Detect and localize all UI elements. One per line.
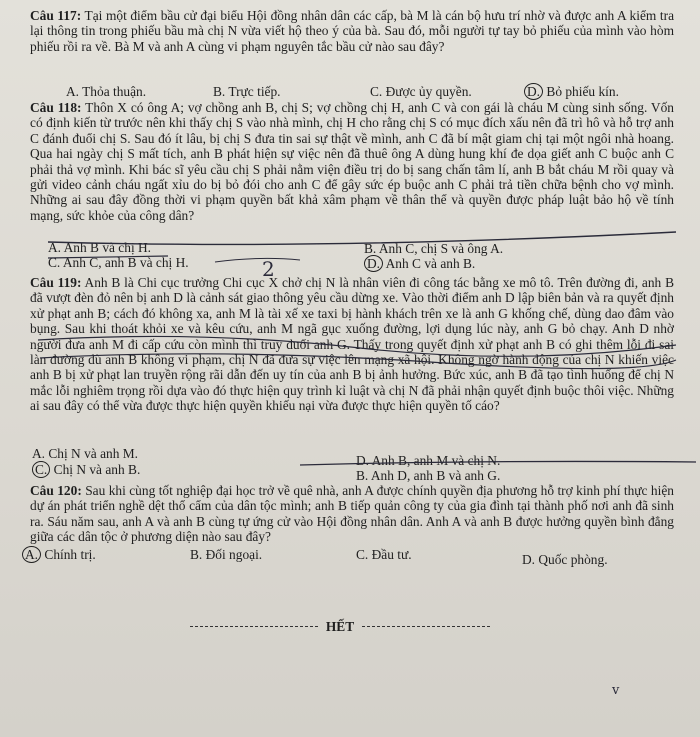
handwritten-page-mark: v <box>612 683 620 698</box>
question-text: Thôn X có ông A; vợ chồng anh B, chị S; vợ chồng chị H, anh C và con gái là cháu M cùng sinh sống. Vốn có định kiến từ trước nên khi thấy chị S vào nhà mình, chị H cho rằng chị S có mục đích xấu nên đã trì hô và hỗ trợ anh C đánh đuổi chị S. Sau đó ít lâu, bị chị S đưa tin sai sự thật về mình, anh C đã bí mật giam chị tại một ngôi nhà hoang. Qua hai ngày chị S mất tích, anh B phát hiện sự việc nên đã thuê ông A dùng hung khí đe dọa giết anh C buộc anh C phải thả vợ mình. Khi bác sĩ yêu cầu chị S phải nằm viện điều trị do bị sang chấn tâm lí, anh B bắt cháu M rồi quay và gửi video cảnh cháu ngất xỉu do bị bỏ đói cho anh C để gây sức ép buộc anh C phải trả tiền chữa bệnh cho vợ mình. Những ai sau đây đồng thời vi phạm quyền bất khả xâm phạm về thân thể và quyền được pháp luật bảo hộ về tính mạng, sức khỏe của công dân? <box>30 100 674 223</box>
option-b[interactable]: D. Anh B, anh M và chị N. <box>356 453 501 468</box>
option-c[interactable]: C. Được ủy quyền. <box>370 84 472 99</box>
question-number: Câu 117: <box>30 8 82 23</box>
question-text: Anh B là Chi cục trưởng Chi cục X chở chị N là nhân viên đi công tác bằng xe mô tô. Trên đường đi, anh B đã vượt đèn đỏ nên bị anh D là cảnh sát giao thông yêu cầu dừng xe. Vào thời điểm anh D lập biên bản và ra quyết định xử phạt anh B; cách đó không xa, anh M là tài xế xe taxi bị hành khách trên xe là anh G khống chế, dùng dao đâm vào bụng. Sau khi thoát khỏi xe và kêu cứu, anh M ngã gục xuống đường, lợi dụng lúc này, anh G bỏ chạy. Anh D nhờ người đưa anh M đi cấp cứu còn mình thì truy đuổi anh G. Thấy trong quyết định xử phạt anh B có ghi thêm lỗi đi sai làn đường dù anh B không vi phạm, chị N đã đưa sự việc lên mạng xã hội. Không ngờ hành động của chị N khiến việc anh B bị xử phạt lan truyền rộng rãi dẫn đến uy tín của anh B bị ảnh hưởng. Bức xúc, anh B đã tạo tình huống để chị N mắc lỗi nghiêm trọng rồi dựa vào đó thực hiện quy trình kỉ luật và chị N đã phải nhận quyết định buộc thôi việc. Những ai sau đây có thể vừa được thực hiện quyền khiếu nại vừa được thực hiện quyền tố cáo? <box>30 275 675 414</box>
question-text: Sau khi cùng tốt nghiệp đại học trở về quê nhà, anh A được chính quyền địa phương hỗ trợ kinh phí thực hiện dự án phát triển nghề dệt thổ cẩm của dân tộc mình; anh B tiếp quản công ty của gia đình tại thành phố nơi anh đã sinh ra. Sáu năm sau, anh A và anh B cùng tự ứng cử vào Hội đồng nhân dân. Anh A và anh B được hưởng quyền bình đẳng giữa các dân tộc ở phương diện nào sau đây? <box>30 483 674 545</box>
option-a[interactable] <box>22 547 96 562</box>
selected-answer-circle: D. <box>524 83 543 100</box>
option-c[interactable] <box>32 462 140 477</box>
option-d[interactable]: D. Quốc phòng. <box>522 552 608 567</box>
question-120 <box>30 483 674 545</box>
options-117 <box>30 84 674 100</box>
option-a[interactable]: A. Chị N và anh M. <box>32 446 139 461</box>
options-119 <box>30 446 674 483</box>
question-text: Tại một điểm bầu cử đại biểu Hội đồng nhân dân các cấp, bà M là cán bộ hưu trí nhờ và được anh A kiểm tra lại thông tin trong phiếu bầu mà chị N vừa viết hộ theo ý của bà. Sau đó, mỗi người tự tay bỏ phiếu của mình vào hòm phiếu rồi ra về. Bà M và anh A cùng vi phạm nguyên tắc bầu cử nào sau đây? <box>30 8 675 54</box>
question-118 <box>30 100 674 240</box>
option-a-text: Chính trị. <box>44 547 96 562</box>
option-d[interactable] <box>364 256 475 271</box>
option-a[interactable]: A. Anh B và chị H. <box>48 240 152 255</box>
question-number: Câu 119: <box>30 275 82 290</box>
option-b[interactable]: B. Anh C, chị S và ông A. <box>364 241 504 256</box>
option-d-text: Anh C và anh B. <box>385 256 476 271</box>
option-c[interactable]: C. Đầu tư. <box>356 547 412 562</box>
selected-answer-circle: C. <box>32 461 50 478</box>
selected-answer-circle: A. <box>22 546 41 563</box>
option-d[interactable]: B. Anh D, anh B và anh G. <box>356 468 501 483</box>
options-118 <box>30 240 674 271</box>
option-c[interactable]: C. Anh C, anh B và chị H. <box>48 255 189 270</box>
end-marker <box>190 619 490 634</box>
options-120 <box>25 545 674 567</box>
option-b[interactable]: B. Trực tiếp. <box>213 84 281 99</box>
option-a[interactable]: A. Thỏa thuận. <box>66 84 147 99</box>
divider-left <box>190 626 318 627</box>
handwritten-two: 2 <box>262 257 275 281</box>
option-d-text: Bỏ phiếu kín. <box>546 84 619 99</box>
question-number: Câu 120: <box>30 483 82 498</box>
question-number: Câu 118: <box>30 100 82 115</box>
option-d[interactable] <box>524 84 619 99</box>
option-c-text: Chị N và anh B. <box>53 462 141 477</box>
option-b[interactable]: B. Đối ngoại. <box>190 547 263 562</box>
selected-answer-circle: D. <box>364 255 383 272</box>
end-label: HẾT <box>325 619 355 634</box>
question-117 <box>30 8 674 84</box>
question-119 <box>30 275 674 446</box>
divider-right <box>362 626 490 627</box>
